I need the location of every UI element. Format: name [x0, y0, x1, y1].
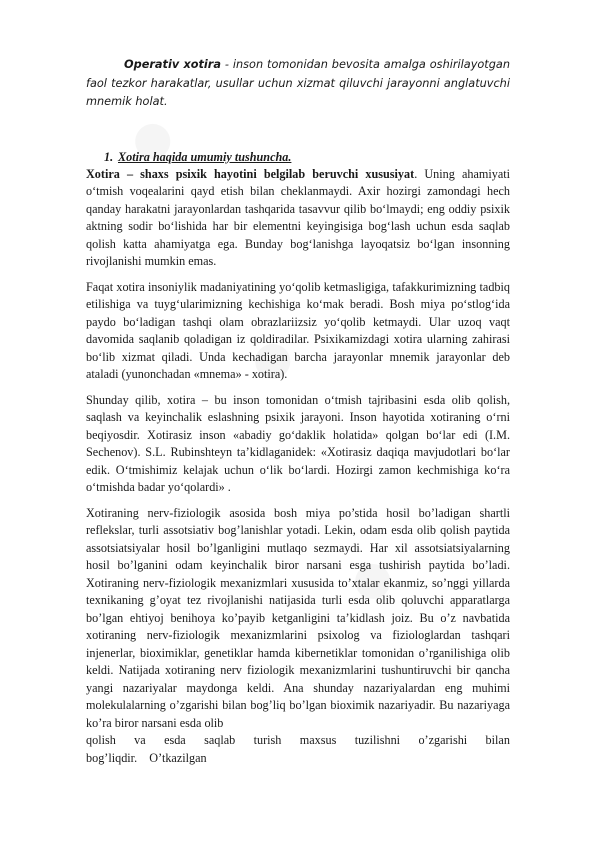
paragraph-4-last-line	[86, 732, 510, 750]
document-body	[86, 56, 510, 767]
word: qolish	[86, 733, 116, 747]
word: va	[134, 733, 146, 747]
paragraph-3: Shunday qilib, xotira – bu inson tomonidan o‘tmish tajribasini esda olib qolish, saqlash va keyinchalik eslashning psixik jarayoni. Inson hayotida xotiraning o‘rni beqiyosdir. Xotirasiz inson «abadiy go‘daklik holatida» qolgan bo‘lar edi (I.M. Sechenov). S.L. Rubinshteyn ta’kidlaganidek: «Xotirasiz daqiqa mavjudotlari bo‘lar edik. O‘tmishimiz kelajak uchun o‘lik bo‘lardi. Hozirgi zamon kechmishiga ko‘ra o‘tmishda badar yo‘qolardi» .	[86, 392, 510, 494]
paragraph-4: Xotiraning nerv-fiziologik asosida bosh miya po’stida hosil bo’ladigan shartli reflekslar, turli assotsiativ bog’lanishlar yotadi. Lekin, odam esda olib qolish paytida assotsiatsiyalar hosil bo’lganligini mutlaqo sezmaydi. Har xil assotsiatsiyalarning hosil bo’lganini odam keyinchalik biror narsani esga tushirish paytida bo’ladi. Xotiraning nerv-fiziologik mexanizmlari xususida to’xtalar ekanmiz, so’nggi yillarda texnikaning g’oyat tez rivojlanishi natijasida turli esda olib qoluvchi apparatlarga bo’lgan ehtiyoj benihoya ko’payib ketganligini ta’kidlash joiz. Bu o’z navbatida xotiraning nerv-fiziologik mexanizmlarini psixolog va fiziologlardan tashqari injenerlar, bioximiklar, genetiklar hamda kibernetiklar tomonidan o’rganilishiga olib keldi. Natijada xotiraning nerv fiziologik mexanizmlarini tushuntiruvchi bir qancha yangi nazariyalar maydonga keldi. Ana shunday nazariyalardan eng muhimi molekulalarning o’zgarishi bilan bog’liq bo’lgan bioximik nazariyadir. Bu nazariyaga ko’ra biror narsani esda olib	[86, 505, 510, 730]
intro-term: Operativ xotira	[124, 58, 221, 71]
word: saqlab	[204, 733, 236, 747]
word: bilan	[485, 733, 510, 747]
word: turish	[253, 733, 282, 747]
intro-text: - inson tomonidan bevosita amalga oshirilayotgan faol tezkor harakatlar, usullar uchun xizmat qiluvchi jarayonni anglatuvchi mnemik holat.	[86, 58, 510, 108]
paragraph-2: Faqat xotira insoniylik madaniyatining yo‘qolib ketmasligiga, tafakkurimizning tadbiq etilishiga va tuyg‘ularimizning kechishiga ko‘mak beradi. Bosh miya po‘stlog‘ida paydo bo‘ladigan tashqi olam obrazlariizsiz yo‘qolib ketmaydi. Ular uzoq vaqt davomida saqlanib qoladigan iz qoldiradilar. Psixikamizdagi xotira ularning zahirasi bo‘lib xizmat qiladi. Unda kechadigan barcha jarayonlar mnemik jarayonlar deb ataladi (yunonchadan «mnema» - xotira).	[86, 279, 510, 381]
paragraph-1	[86, 166, 510, 271]
section-heading	[86, 150, 510, 164]
section-title: Xotira haqida umumiy tushuncha.	[118, 149, 292, 164]
intro-definition	[86, 56, 510, 112]
paragraph-1-text: . Uning ahamiyati o‘tmish voqealarini qayd etish bilan cheklanmaydi. Axir hozirgi zamondagi hech qanday harakatni jarayonlardan tashqarida tasavvur qilib bo‘lmaydi; eng oddiy psixik aktning sodir bo‘lishida har bir elementni keyingisiga bog‘lash uchun esda saqlab qolish katta ahamiyatga ega. Bunday bog‘lanishga layoqatsiz bo‘lgan insonning rivojlanishi mumkin emas.	[86, 166, 510, 268]
section-number: 1.	[104, 149, 114, 164]
paragraph-4-tail: bog’liqdir. O’tkazilgan	[86, 750, 207, 765]
word: esda	[164, 733, 186, 747]
word: tuzilishni	[354, 733, 401, 747]
word: o’zgarishi	[418, 733, 468, 747]
paragraph-1-lead: Xotira – shaxs psixik hayotini belgilab beruvchi xususiyat	[86, 166, 415, 181]
word: maxsus	[299, 733, 337, 747]
